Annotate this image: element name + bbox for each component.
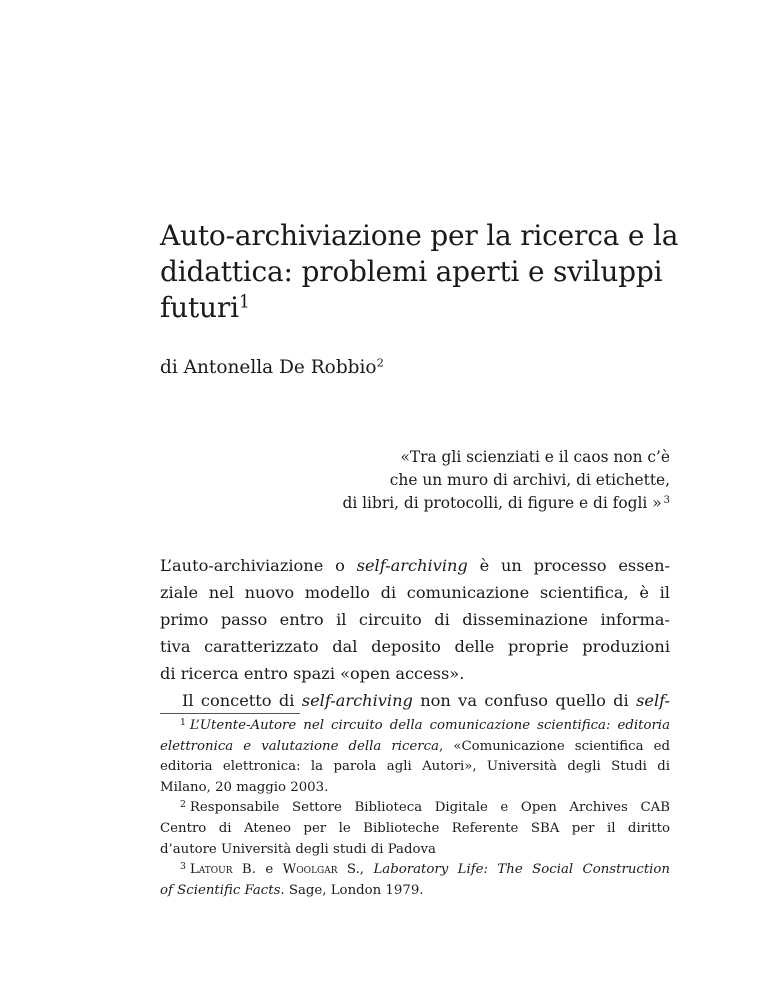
body-line-1 — [160, 552, 670, 579]
footnote-1-line-3: editoria elettronica: la parola agli Autori», Università degli Studi di — [160, 759, 670, 775]
footnote-3-title-cont: of Scientific Facts — [160, 882, 281, 898]
body-line-2: ziale nel nuovo modello di comunicazione scientifica, è il — [160, 583, 670, 602]
body-text-fragment: non va confuso quello di — [412, 691, 637, 710]
author-name: di Antonella De Robbio — [160, 357, 377, 378]
footnote-3-line-2 — [160, 881, 670, 902]
body-line-6 — [160, 687, 670, 714]
footnote-text-fragment: Responsabile Settore Biblioteca Digitale e Open Archives CAB — [189, 800, 670, 816]
footnote-2-line-3: d’autore Università degli studi di Padova — [160, 841, 436, 857]
body-emphasis: self-archiving — [356, 556, 468, 575]
title-line-3-text: futuri — [160, 291, 239, 324]
footnote-1-line-4: Milano, 20 maggio 2003. — [160, 779, 329, 795]
body-line-5: di ricerca entro spazi «open access». — [160, 664, 465, 683]
title-footnote-ref[interactable]: 1 — [238, 292, 250, 313]
footnote-1-number: 1 — [180, 716, 186, 728]
footnote-2-line-2: Centro di Ateneo per le Biblioteche Referente SBA per il diritto — [160, 820, 670, 836]
title-line-1: Auto-archiviazione per la ricerca e la — [160, 219, 679, 252]
epigraph-line-1: «Tra gli scienziati e il caos non c’è — [400, 448, 670, 466]
epigraph-line-3 — [270, 492, 670, 515]
body-emphasis: self-archiving — [301, 691, 413, 710]
title-line-3 — [160, 290, 670, 326]
body-line-3: primo passo entro il circuito di disseminazione informa- — [160, 610, 670, 629]
epigraph-line-3-text: di libri, di protocolli, di figure e di fogli » — [342, 494, 662, 512]
document-page — [160, 0, 679, 994]
footnote-1-title-cont: elettronica e valutazione della ricerca — [160, 738, 440, 754]
article-title — [160, 218, 679, 326]
body-line-4: tiva caratterizzato dal deposito delle proprie produzioni — [160, 637, 670, 656]
author-footnote-ref[interactable]: 2 — [376, 355, 384, 370]
footnote-3-line-1 — [160, 860, 670, 881]
footnote-3-title: Laboratory Life: The Social Construction — [373, 862, 670, 878]
epigraph-line-2: che un muro di archivi, di etichette, — [389, 471, 670, 489]
footnote-separator — [160, 713, 300, 714]
footnote-3-number: 3 — [180, 860, 186, 872]
body-paragraphs — [160, 552, 670, 714]
footnote-text-fragment: , «Comunicazione scientifica ed — [439, 738, 670, 754]
epigraph-quote — [270, 446, 670, 515]
footnote-1-line-1 — [160, 716, 670, 737]
footnote-text-fragment: B. e — [232, 862, 283, 878]
footnote-2-line-1 — [160, 798, 670, 819]
epigraph-footnote-ref[interactable]: 3 — [663, 495, 670, 506]
title-line-2: didattica: problemi aperti e sviluppi — [160, 255, 663, 288]
body-text-fragment: Il concetto di — [182, 691, 302, 710]
footnote-2-number: 2 — [180, 799, 186, 811]
footnote-text-fragment: S., — [337, 862, 374, 878]
footnote-1-title: L’Utente-Autore nel circuito della comunicazione scientifica: editoria — [189, 718, 670, 733]
body-text-fragment: è un processo essen- — [467, 556, 670, 575]
body-text-fragment: L’auto-archiviazione o — [160, 556, 357, 575]
author-byline — [160, 356, 384, 380]
footnotes — [160, 716, 670, 901]
body-emphasis: self- — [636, 691, 671, 710]
footnote-3-author: Latour — [189, 862, 233, 878]
footnote-text-fragment: . Sage, London 1979. — [280, 882, 424, 898]
footnote-1-line-2 — [160, 737, 670, 758]
footnote-3-author: Woolgar — [282, 862, 338, 878]
